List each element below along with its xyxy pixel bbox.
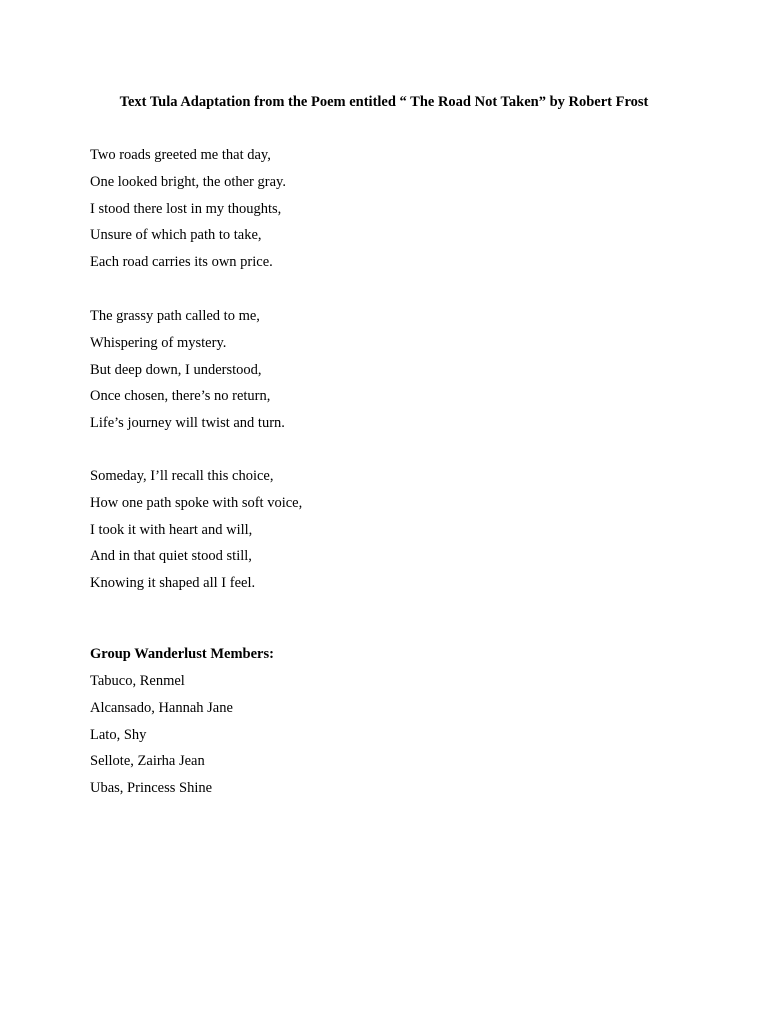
poem-line: But deep down, I understood, (90, 361, 262, 378)
stanza-1 (90, 145, 286, 279)
poem-line: I stood there lost in my thoughts, (90, 200, 282, 217)
poem-line: Once chosen, there’s no return, (90, 388, 271, 405)
poem-line: And in that quiet stood still, (90, 548, 252, 565)
member-name: Tabuco, Renmel (90, 673, 185, 689)
poem-line: Whispering of mystery. (90, 334, 227, 351)
group-members-list (90, 671, 233, 805)
poem-line: Unsure of which path to take, (90, 227, 262, 244)
poem-line: I took it with heart and will, (90, 521, 253, 538)
member-name: Lato, Shy (90, 726, 147, 743)
stanza-2 (90, 306, 285, 440)
group-members-heading: Group Wanderlust Members: (90, 646, 274, 662)
poem-line: Each road carries its own price. (90, 254, 273, 271)
poem-line: One looked bright, the other gray. (90, 173, 286, 190)
poem-line: The grassy path called to me, (90, 308, 260, 324)
member-name: Alcansado, Hannah Jane (90, 699, 233, 716)
member-name: Ubas, Princess Shine (90, 780, 213, 797)
member-name: Sellote, Zairha Jean (90, 753, 205, 770)
poem-line: Two roads greeted me that day, (90, 147, 271, 163)
poem-line: Someday, I’ll recall this choice, (90, 468, 274, 484)
document-title: Text Tula Adaptation from the Poem entitled “ The Road Not Taken” by Robert Frost (119, 94, 649, 110)
poem-line: Life’s journey will twist and turn. (90, 415, 285, 432)
poem-line: How one path spoke with soft voice, (90, 494, 303, 511)
stanza-3 (90, 466, 302, 600)
poem-line: Knowing it shaped all I feel. (90, 575, 256, 592)
